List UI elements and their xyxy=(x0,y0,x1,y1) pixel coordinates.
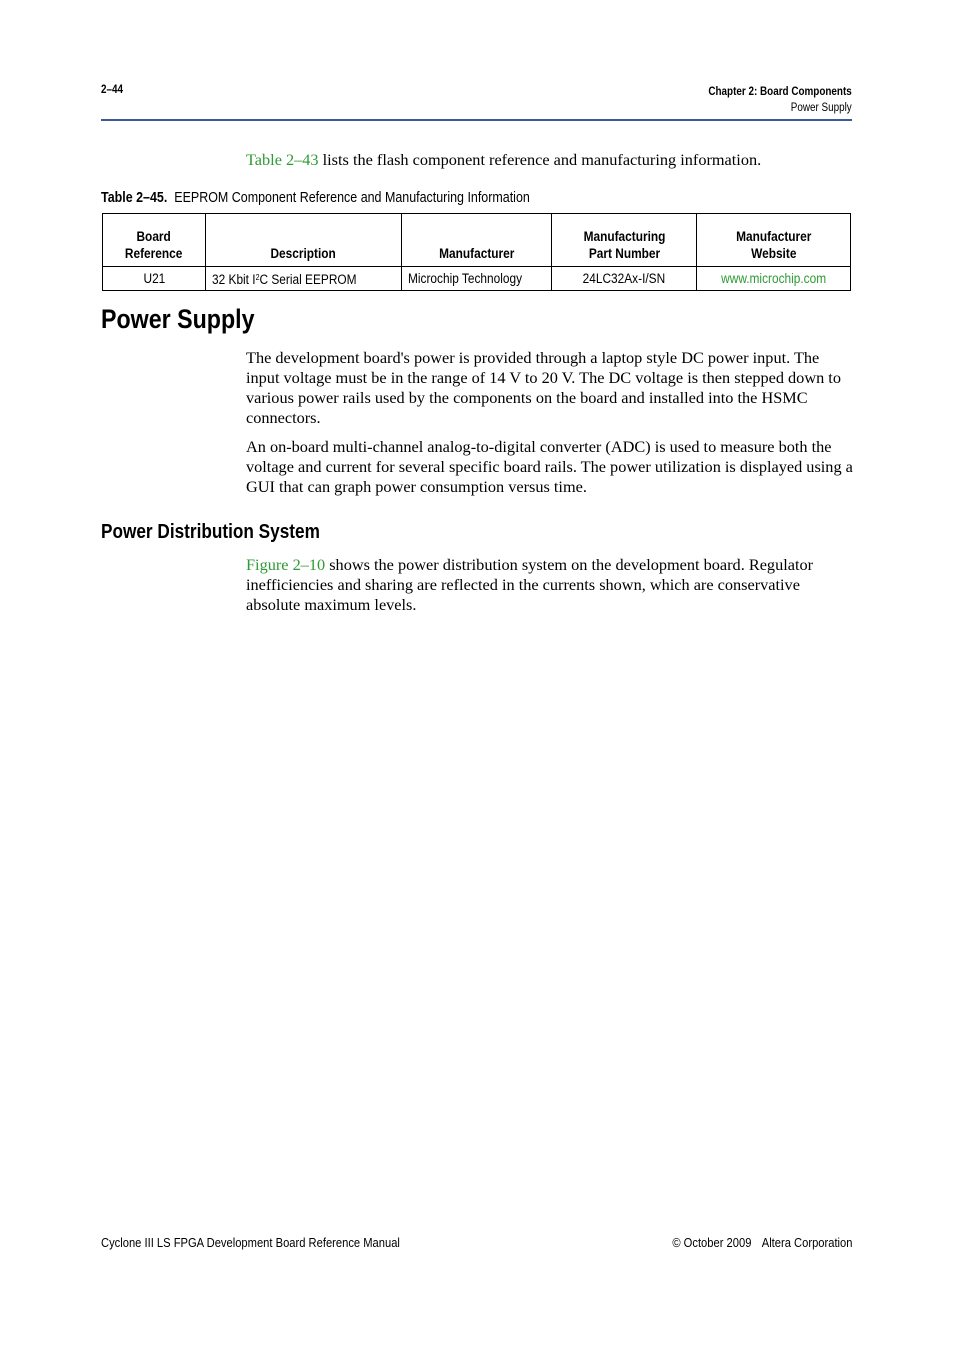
table-caption-number: Table 2–45. xyxy=(101,190,168,206)
section-heading-power-supply: Power Supply xyxy=(101,304,255,334)
cell-website xyxy=(697,267,851,291)
table-caption xyxy=(101,190,530,206)
cell-board-reference: U21 xyxy=(103,267,206,291)
intro-paragraph xyxy=(246,150,856,170)
figure-reference-link[interactable]: Figure 2–10 xyxy=(246,555,326,574)
footer-right xyxy=(672,1235,852,1250)
eeprom-table xyxy=(102,213,851,291)
distribution-paragraph xyxy=(246,555,856,615)
website-link[interactable]: www.microchip.com xyxy=(721,270,826,286)
cell-part-number: 24LC32Ax-I/SN xyxy=(552,267,697,291)
cell-description: 32 Kbit $I^2C$ Serial EEPROM xyxy=(206,267,402,291)
table-caption-title: EEPROM Component Reference and Manufacturing Information xyxy=(174,190,530,206)
header-rule xyxy=(101,119,852,121)
table-reference-link[interactable]: Table 2–43 xyxy=(246,150,319,169)
subsection-heading-distribution: Power Distribution System xyxy=(101,521,320,543)
col-board-reference: Board Reference xyxy=(103,214,206,267)
power-supply-paragraph-2: An on-board multi-channel analog-to-digital converter (ADC) is used to measure both the voltage and current for several specific board rails. The power utilization is displayed using a GUI that can graph power consumption versus time. xyxy=(246,437,853,496)
footer-company: Altera Corporation xyxy=(761,1235,852,1250)
page-number: 2–44 xyxy=(101,84,124,96)
distribution-text: shows the power distribution system on the development board. Regulator inefficiencies and sharing are reflected in the currents shown, which are conservative absolute maximum levels. xyxy=(246,555,814,614)
running-header xyxy=(709,84,852,116)
chapter-title: Chapter 2: Board Components xyxy=(708,86,852,98)
intro-text: lists the flash component reference and manufacturing information. xyxy=(318,150,762,169)
power-supply-paragraph-1: The development board's power is provided through a laptop style DC power input. The input voltage must be in the range of 14 V to 20 V. The DC voltage is then stepped down to various power rails used by the components on the board and installed into the HSMC connectors. xyxy=(246,348,841,427)
cell-manufacturer: Microchip Technology xyxy=(402,267,552,291)
footer-date: © October 2009 xyxy=(671,1235,751,1250)
section-title: Power Supply xyxy=(790,102,852,114)
table-header-row xyxy=(103,214,851,267)
footer-manual-title: Cyclone III LS FPGA Development Board Reference Manual xyxy=(101,1235,400,1250)
table-row xyxy=(103,267,851,291)
col-website: Manufacturer Website xyxy=(697,214,851,267)
col-description: Description xyxy=(206,214,402,267)
col-part-number: Manufacturing Part Number xyxy=(552,214,697,267)
col-manufacturer: Manufacturer xyxy=(402,214,552,267)
